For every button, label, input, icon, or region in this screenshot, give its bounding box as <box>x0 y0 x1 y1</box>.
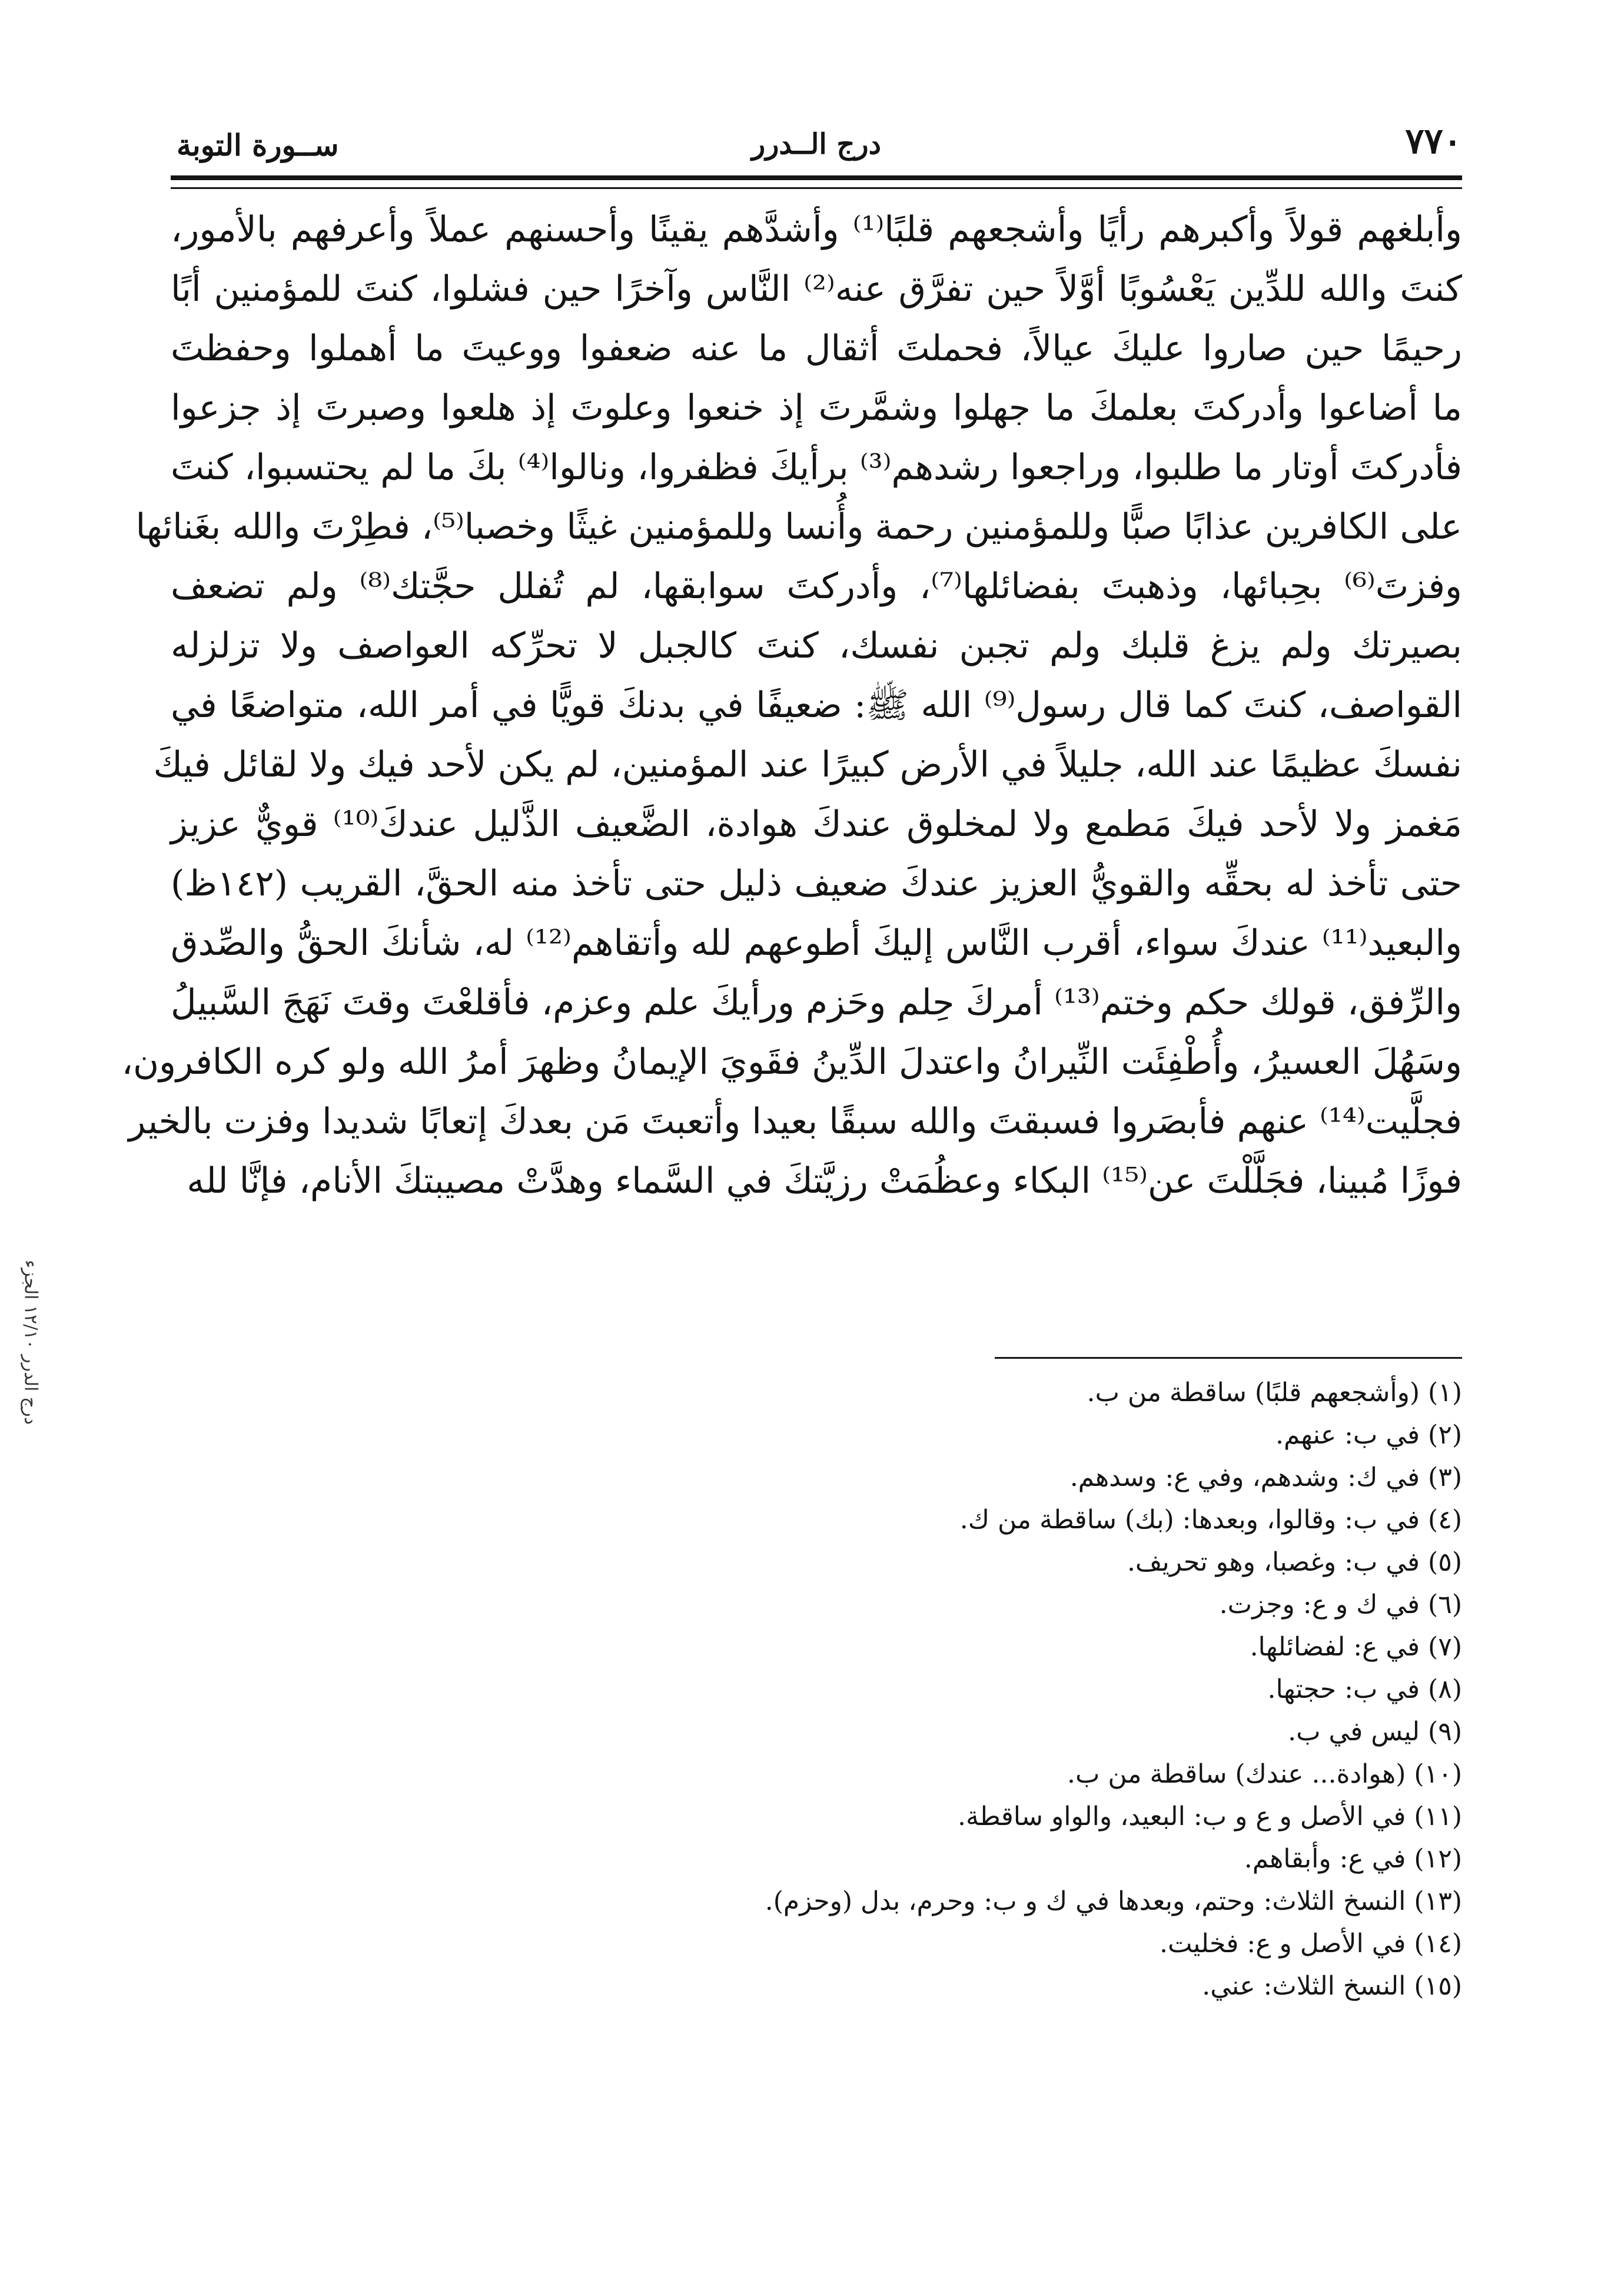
body-line: مَغمز ولا لأحد فيكَ مَطمع ولا لمخلوق عندكَ هوادة، الضَّعيف الذَّليل عندكَ⁽¹⁰⁾ قويٌّ عزيز <box>171 804 1462 845</box>
footnote: (١٥) النسخ الثلاث: عني. <box>1202 1971 1462 2001</box>
body-line: نفسكَ عظيمًا عند الله، جليلاً في الأرض كبيرًا عند المؤمنين، لم يكن لأحد فيك ولا لقائل فيكَ <box>153 744 1462 785</box>
page-number: ٧٧٠ <box>1405 121 1462 162</box>
footnote-separator <box>995 1357 1462 1359</box>
body-line: حتى تأخذ له بحقِّه والقويُّ العزيز عندكَ ضعيف ذليل حتى تأخذ منه الحقَّ، القريب (١٤٢ظ) <box>171 863 1462 904</box>
body-line: كنتَ والله للدِّين يَعْسُوبًا أوَّلاً حين تفرَّق عنه⁽²⁾ النَّاس وآخرًا حين فشلوا، كنتَ للمؤمنين أبًا <box>171 268 1462 310</box>
body-line: القواصف، كنتَ كما قال رسول⁽⁹⁾ الله ﷺ: ضعيفًا في بدنكَ قويًّا في أمر الله، متواضعًا في <box>171 685 1462 726</box>
page-header <box>171 121 1462 174</box>
surah-title: ســورة التوبة <box>177 128 339 162</box>
footnote: (١٠) (هوادة... عندك) ساقطة من ب. <box>1067 1759 1462 1789</box>
footnote: (٩) ليس في ب. <box>1288 1717 1462 1747</box>
body-line: ما أضاعوا وأدركتَ بعلمكَ ما جهلوا وشمَّرتَ إذ خنعوا وعلوتَ إذ هلعوا وصبرتَ إذ جزعوا <box>171 387 1462 429</box>
header-rule-thin <box>171 187 1462 189</box>
footnote: (٦) في ك و ع: وجزت. <box>1219 1590 1462 1620</box>
footnote: (١٤) في الأصل و ع: فخليت. <box>1159 1929 1462 1959</box>
footnote: (٢) في ب: عنهم. <box>1275 1420 1462 1450</box>
footnote: (٨) في ب: حجتها. <box>1267 1674 1462 1704</box>
header-rule-thick <box>171 175 1462 180</box>
margin-note-text: درج الدرر ١٢/١٠ الجزء <box>20 1259 41 1425</box>
body-line: والرِّفق، قولك حكم وختم⁽¹³⁾ أمركَ حِلم وحَزم ورأيكَ علم وعزم، فأقلعْتَ وقتَ نَهَجَ السَّبيلُ <box>171 982 1462 1023</box>
footnote: (١) (وأشجعهم قلبًا) ساقطة من ب. <box>1087 1378 1462 1408</box>
body-line: بصيرتك ولم يزغ قلبك ولم تجبن نفسك، كنتَ كالجبل لا تحرِّكه العواصف ولا تزلزله <box>171 625 1462 666</box>
footnote: (٣) في ك: وشدهم، وفي ع: وسدهم. <box>1069 1462 1462 1492</box>
footnote: (١٢) في ع: وأبقاهم. <box>1244 1844 1462 1874</box>
footnotes <box>171 1372 1462 2008</box>
footnote: (١١) في الأصل و ع و ب: البعيد، والواو ساقطة. <box>958 1801 1462 1832</box>
body-text <box>121 200 1463 1211</box>
footnote: (٤) في ب: وقالوا، وبعدها: (بك) ساقطة من ك. <box>959 1505 1462 1535</box>
body-line: رحيمًا حين صاروا عليكَ عيالاً، فحملتَ أثقال ما عنه ضعفوا ووعيتَ ما أهملوا وحفظتَ <box>171 328 1462 369</box>
body-line: وفزتَ⁽⁶⁾ بحِبائها، وذهبتَ بفضائلها⁽⁷⁾، وأدركتَ سوابقها، لم تُفلل حجَّتك⁽⁸⁾ ولم تضعف <box>171 566 1463 607</box>
body-line: فوزًا مُبينا، فجَلَّلْتَ عن⁽¹⁵⁾ البكاء وعظُمَتْ رزيَّتكَ في السَّماء وهدَّتْ مصيبتكَ الأنام، فإنَّا لله <box>187 1160 1462 1202</box>
body-line: على الكافرين عذابًا صبًّا وللمؤمنين رحمة وأُنسا وللمؤمنين غيثًا وخصبا⁽⁵⁾، فطِرْتَ والله بغَنائها <box>135 506 1462 548</box>
body-line: فأدركتَ أوتار ما طلبوا، وراجعوا رشدهم⁽³⁾ برأيكَ فظفروا، ونالوا⁽⁴⁾ بكَ ما لم يحتسبوا، كنتَ <box>171 447 1462 488</box>
margin-note <box>13 1207 48 1478</box>
book-title: درج الــدرر <box>752 128 881 161</box>
body-line: فجلَّيت⁽¹⁴⁾ عنهم فأبصَروا فسبقتَ والله سبقًا بعيدا وأتعبتَ مَن بعدكَ إتعابًا شديدا وفزت بالخير <box>128 1101 1462 1142</box>
footnote: (٥) في ب: وغصبا، وهو تحريف. <box>1127 1547 1462 1577</box>
body-line: وأبلغهم قولاً وأكبرهم رأيًا وأشجعهم قلبًا⁽¹⁾ وأشدَّهم يقينًا وأحسنهم عملاً وأعرفهم بالأمور، <box>171 209 1462 250</box>
footnote: (١٣) النسخ الثلاث: وحتم، وبعدها في ك و ب: وحرم، بدل (وحزم). <box>765 1886 1462 1916</box>
body-line: وسَهُلَ العسيرُ، وأُطْفِئَت النِّيرانُ واعتدلَ الدِّينُ فقَويَ الإيمانُ وظهرَ أمرُ الله ولو كره الكافرون، <box>121 1041 1462 1083</box>
body-line: والبعيد⁽¹¹⁾ عندكَ سواء، أقرب النَّاس إليكَ أطوعهم لله وأتقاهم⁽¹²⁾ له، شأنكَ الحقُّ والصِّدق <box>171 923 1462 964</box>
footnote: (٧) في ع: لفضائلها. <box>1250 1632 1462 1662</box>
